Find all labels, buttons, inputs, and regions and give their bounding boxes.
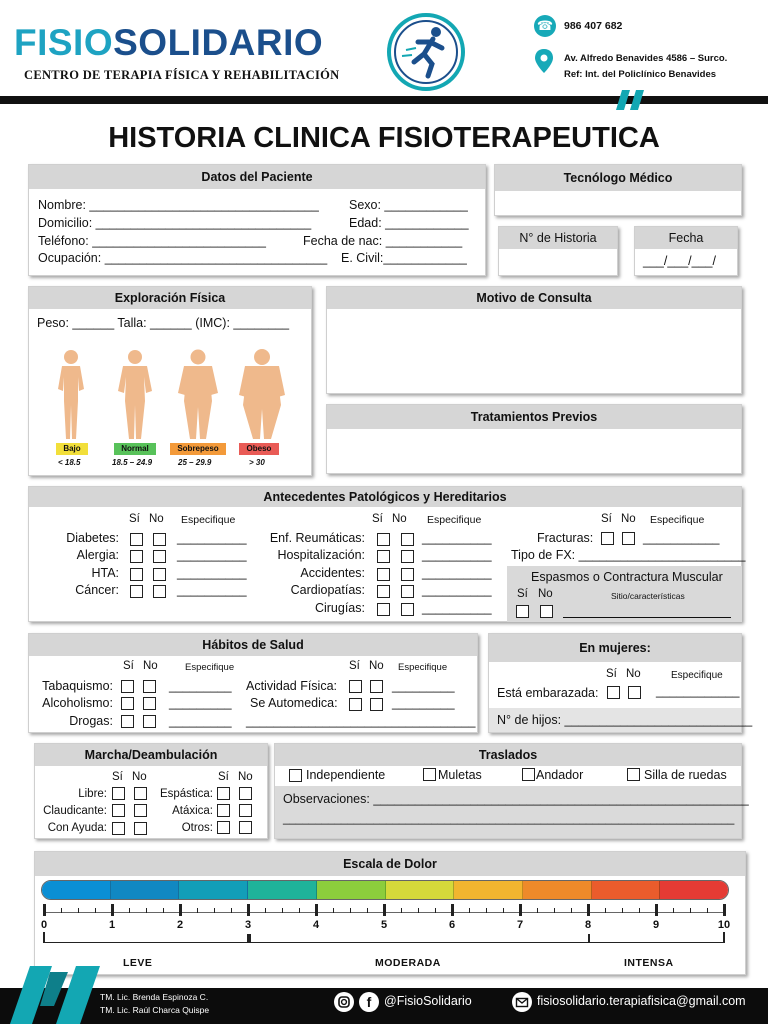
dolor-header: Escala de Dolor <box>35 852 745 876</box>
ant-reumaticas-label: Enf. Reumáticas: <box>269 531 365 545</box>
ant-alergia-si-checkbox[interactable] <box>130 550 143 563</box>
marcha-libre-si-checkbox[interactable] <box>112 787 125 800</box>
ant-fracturas-no-checkbox[interactable] <box>622 532 635 545</box>
bmi-badge-normal: Normal <box>114 443 156 455</box>
hab-tabaquismo-spec[interactable]: _________ <box>169 679 232 693</box>
ant-col1-si: Sí <box>129 513 140 525</box>
marcha-espastica-label: Espástica: <box>159 788 213 800</box>
facebook-icon[interactable]: f <box>359 992 379 1012</box>
tratamientos-header: Tratamientos Previos <box>327 405 741 429</box>
email-icon <box>512 992 532 1012</box>
pain-tick-0 <box>43 904 46 916</box>
footer-doctor-1: TM. Lic. Brenda Espinoza C. <box>100 992 209 1002</box>
header-accent-icon <box>616 90 646 110</box>
observaciones-line2[interactable]: ______________________________________________________________________ <box>283 812 735 825</box>
pain-minor-tick <box>214 908 215 913</box>
tecnologo-panel[interactable] <box>494 164 742 216</box>
reference-text: Ref: Int. del Policlínico Benavides <box>564 69 717 80</box>
pain-minor-tick <box>163 908 164 913</box>
patient-data-panel <box>28 164 486 276</box>
marcha-espastica-no-checkbox[interactable] <box>239 787 252 800</box>
marcha-conayuda-si-checkbox[interactable] <box>112 822 125 835</box>
pain-minor-tick <box>605 908 606 913</box>
traslados-header: Traslados <box>275 744 741 766</box>
traslado-independiente-label: Independiente <box>306 768 386 782</box>
ant-alergia-label: Alergia: <box>76 548 119 562</box>
field-telefono[interactable]: Teléfono: _________________________ <box>38 234 267 248</box>
brand-solidario: SOLIDARIO <box>113 22 324 63</box>
field-sexo[interactable]: Sexo: ____________ <box>349 198 468 212</box>
ant-alergia-spec[interactable]: __________ <box>177 548 247 562</box>
hab-drogas-label: Drogas: <box>69 714 113 728</box>
patient-data-header: Datos del Paciente <box>29 165 485 189</box>
footer-social-handle[interactable]: @FisioSolidario <box>384 994 472 1008</box>
ant-hta-label: HTA: <box>91 566 119 580</box>
pain-range-line <box>44 942 724 943</box>
hab-automedica-no-checkbox[interactable] <box>370 698 383 711</box>
pain-label-leve: LEVE <box>123 957 153 969</box>
pain-number-3[interactable]: 3 <box>244 919 252 931</box>
hab-col2-no: No <box>369 660 384 672</box>
hab-actividad-label: Actividad Física: <box>246 679 338 693</box>
pain-tick-7 <box>519 904 522 916</box>
pain-range-left-tick <box>43 932 45 943</box>
historia-panel[interactable] <box>498 226 618 276</box>
marcha-ataxica-si-checkbox[interactable] <box>217 804 230 817</box>
hab-col1-si: Sí <box>123 660 134 672</box>
pain-tick-9 <box>655 904 658 916</box>
pain-minor-tick <box>350 908 351 913</box>
ant-hta-si-checkbox[interactable] <box>130 568 143 581</box>
pain-minor-tick <box>486 908 487 913</box>
body-figure-sobrepeso-icon <box>175 349 221 441</box>
field-domicilio[interactable]: Domicilio: _______________________________ <box>38 216 312 230</box>
field-fecha-nac[interactable]: Fecha de nac: ___________ <box>303 234 463 248</box>
body-figure-normal-icon <box>113 349 157 441</box>
field-edad[interactable]: Edad: ____________ <box>349 216 469 230</box>
bmi-badge-bajo: Bajo <box>56 443 88 455</box>
ant-col3-esp: Especifique <box>650 514 705 526</box>
marcha-ataxica-label: Atáxica: <box>172 805 213 817</box>
ant-tipo-fx[interactable]: Tipo de FX: ________________________ <box>511 548 746 562</box>
ant-reumaticas-si-checkbox[interactable] <box>377 533 390 546</box>
ant-hta-no-checkbox[interactable] <box>153 568 166 581</box>
pain-minor-tick <box>673 908 674 913</box>
ant-hospitalizacion-si-checkbox[interactable] <box>377 550 390 563</box>
footer-logo-icon <box>10 966 104 1024</box>
bmi-range-obeso: > 30 <box>249 458 265 467</box>
hab-automedica-label: Se Automedica: <box>250 696 338 710</box>
marcha-otros-label: Otros: <box>181 822 213 834</box>
phone-number: 986 407 682 <box>564 20 623 32</box>
field-ocupacion[interactable]: Ocupación: ________________________________ <box>38 251 328 265</box>
hab-alcoholismo-no-checkbox[interactable] <box>143 697 156 710</box>
pain-tick-6 <box>451 904 454 916</box>
traslado-silla-checkbox[interactable] <box>627 768 640 781</box>
pain-minor-tick <box>61 908 62 913</box>
marcha-libre-no-checkbox[interactable] <box>134 787 147 800</box>
observaciones-label[interactable]: Observaciones: ______________________________________________________ <box>283 792 749 806</box>
marcha-conayuda-label: Con Ayuda: <box>47 822 107 834</box>
header-divider <box>0 96 768 104</box>
hab-tabaquismo-label: Tabaquismo: <box>42 679 113 693</box>
traslado-muletas-label: Muletas <box>438 768 482 782</box>
marcha-panel <box>34 743 268 839</box>
ant-fracturas-spec[interactable]: ___________ <box>643 531 720 545</box>
exploracion-measures[interactable]: Peso: ______ Talla: ______ (IMC): ________ <box>37 316 290 330</box>
hab-drogas-si-checkbox[interactable] <box>121 715 134 728</box>
pain-minor-tick <box>367 908 368 913</box>
espasmos-no-checkbox[interactable] <box>540 605 553 618</box>
ant-col1-no: No <box>149 513 164 525</box>
ant-cancer-si-checkbox[interactable] <box>130 585 143 598</box>
espasmos-line[interactable] <box>563 617 731 618</box>
marcha-header: Marcha/Deambulación <box>35 744 267 766</box>
ant-col2-esp: Especifique <box>427 514 482 526</box>
ant-reumaticas-no-checkbox[interactable] <box>401 533 414 546</box>
marcha-otros-no-checkbox[interactable] <box>239 821 252 834</box>
hab-col2-si: Sí <box>349 660 360 672</box>
hab-col1-esp: Especifique <box>185 662 235 673</box>
marcha-libre-label: Libre: <box>78 788 107 800</box>
ant-cirugias-label: Cirugías: <box>314 601 365 615</box>
runner-logo-icon <box>386 12 466 92</box>
marcha-conayuda-no-checkbox[interactable] <box>134 822 147 835</box>
mujeres-esp: Especifique <box>671 670 723 681</box>
mujeres-no: No <box>626 668 641 680</box>
instagram-icon[interactable] <box>334 992 354 1012</box>
pain-minor-tick <box>282 908 283 913</box>
mujeres-embarazada-spec[interactable]: ____________ <box>656 684 740 698</box>
pain-number-8[interactable]: 8 <box>584 919 592 931</box>
ant-hospitalizacion-no-checkbox[interactable] <box>401 550 414 563</box>
pain-tick-2 <box>179 904 182 916</box>
ant-fracturas-si-checkbox[interactable] <box>601 532 614 545</box>
pain-minor-tick <box>554 908 555 913</box>
ant-hta-spec[interactable]: __________ <box>177 566 247 580</box>
ant-accidentes-spec[interactable]: __________ <box>422 566 492 580</box>
exploracion-panel <box>28 286 312 476</box>
pain-minor-tick <box>333 908 334 913</box>
ant-accidentes-si-checkbox[interactable] <box>377 568 390 581</box>
pain-minor-tick <box>129 908 130 913</box>
pain-minor-tick <box>418 908 419 913</box>
pain-range-mid2-tick <box>588 934 590 943</box>
bmi-badge-sobrepeso: Sobrepeso <box>170 443 226 455</box>
marcha-claudicante-si-checkbox[interactable] <box>112 804 125 817</box>
marcha-col2-no: No <box>238 771 253 783</box>
traslado-muletas-checkbox[interactable] <box>423 768 436 781</box>
pain-minor-tick <box>231 908 232 913</box>
brand-logo-text <box>14 22 323 64</box>
mujeres-embarazada-no-checkbox[interactable] <box>628 686 641 699</box>
pain-number-1[interactable]: 1 <box>108 919 116 931</box>
hab-actividad-si-checkbox[interactable] <box>349 680 362 693</box>
mujeres-header: En mujeres: <box>489 634 741 662</box>
pain-minor-tick <box>265 908 266 913</box>
ant-fracturas-label: Fracturas: <box>537 531 594 545</box>
traslado-independiente-checkbox[interactable] <box>289 769 302 782</box>
brand-tagline: CENTRO DE TERAPIA FÍSICA Y REHABILITACIÓN <box>24 68 340 82</box>
bmi-badge-obeso: Obeso <box>239 443 279 455</box>
espasmos-title: Espasmos o Contractura Muscular <box>531 570 723 584</box>
ant-cirugias-no-checkbox[interactable] <box>401 603 414 616</box>
antecedentes-panel <box>28 486 746 622</box>
ant-diabetes-no-checkbox[interactable] <box>153 533 166 546</box>
ant-col2-no: No <box>392 513 407 525</box>
motivo-header: Motivo de Consulta <box>327 287 741 309</box>
pain-minor-tick <box>622 908 623 913</box>
ant-cardiopatias-si-checkbox[interactable] <box>377 585 390 598</box>
hab-extra-line[interactable]: _________________________________ <box>246 714 476 728</box>
hab-alcoholismo-spec[interactable]: _________ <box>169 696 232 710</box>
traslado-andador-label: Andador <box>536 768 584 782</box>
field-nombre[interactable]: Nombre: _________________________________ <box>38 198 319 212</box>
ant-accidentes-label: Accidentes: <box>300 566 365 580</box>
marcha-ataxica-no-checkbox[interactable] <box>239 804 252 817</box>
pain-number-0[interactable]: 0 <box>40 919 48 931</box>
ant-cancer-label: Cáncer: <box>75 583 119 597</box>
hab-actividad-spec[interactable]: _________ <box>392 679 455 693</box>
antecedentes-header: Antecedentes Patológicos y Hereditarios <box>29 487 741 507</box>
marcha-col1-si: Sí <box>112 771 123 783</box>
fecha-panel[interactable] <box>634 226 738 276</box>
ant-diabetes-label: Diabetes: <box>66 531 119 545</box>
mujeres-embarazada-label: Está embarazada: <box>497 686 599 700</box>
motivo-panel[interactable] <box>326 286 742 394</box>
pain-minor-tick <box>299 908 300 913</box>
ant-col3-no: No <box>621 513 636 525</box>
page-title: HISTORIA CLINICA FISIOTERAPEUTICA <box>108 122 660 154</box>
tratamientos-panel[interactable] <box>326 404 742 474</box>
hab-automedica-si-checkbox[interactable] <box>349 698 362 711</box>
address-text: Av. Alfredo Benavides 4586 – Surco. <box>564 53 728 64</box>
traslado-andador-checkbox[interactable] <box>522 768 535 781</box>
ant-diabetes-spec[interactable]: __________ <box>177 531 247 545</box>
pain-label-moderada: MODERADA <box>375 957 441 969</box>
marcha-col1-no: No <box>132 771 147 783</box>
habitos-header: Hábitos de Salud <box>29 634 477 656</box>
pain-tick-8 <box>587 904 590 916</box>
pain-minor-tick <box>435 908 436 913</box>
pain-minor-tick <box>401 908 402 913</box>
ant-cirugias-spec[interactable]: __________ <box>422 601 492 615</box>
ant-accidentes-no-checkbox[interactable] <box>401 568 414 581</box>
brand-fisio: FISIO <box>14 22 114 63</box>
pain-number-9[interactable]: 9 <box>652 919 660 931</box>
marcha-claudicante-no-checkbox[interactable] <box>134 804 147 817</box>
hab-tabaquismo-no-checkbox[interactable] <box>143 680 156 693</box>
espasmos-subpanel <box>507 566 742 622</box>
ant-cardiopatias-label: Cardiopatías: <box>290 583 365 597</box>
bmi-range-sobrepeso: 25 – 29.9 <box>178 458 212 467</box>
espasmos-si-checkbox[interactable] <box>516 605 529 618</box>
hab-drogas-no-checkbox[interactable] <box>143 715 156 728</box>
ant-cancer-no-checkbox[interactable] <box>153 585 166 598</box>
pain-minor-tick <box>639 908 640 913</box>
body-figure-obeso-icon <box>237 349 287 441</box>
ant-cirugias-si-checkbox[interactable] <box>377 603 390 616</box>
pain-minor-tick <box>707 908 708 913</box>
ant-hospitalizacion-label: Hospitalización: <box>277 548 365 562</box>
mujeres-embarazada-si-checkbox[interactable] <box>607 686 620 699</box>
pain-minor-tick <box>537 908 538 913</box>
pain-tick-1 <box>111 904 114 916</box>
hab-alcoholismo-label: Alcoholismo: <box>42 696 113 710</box>
pain-minor-tick <box>78 908 79 913</box>
pain-minor-tick <box>503 908 504 913</box>
hab-tabaquismo-si-checkbox[interactable] <box>121 680 134 693</box>
marcha-espastica-si-checkbox[interactable] <box>217 787 230 800</box>
footer-email[interactable]: fisiosolidario.terapiafisica@gmail.com <box>537 994 746 1008</box>
espasmos-no: No <box>538 588 553 600</box>
ant-col3-si: Sí <box>601 513 612 525</box>
pain-number-6[interactable]: 6 <box>448 919 456 931</box>
pain-tick-4 <box>315 904 318 916</box>
marcha-otros-si-checkbox[interactable] <box>217 821 230 834</box>
pain-range-mid1-tick <box>247 934 251 943</box>
phone-icon: ☎ <box>534 15 556 37</box>
hab-col2-esp: Especifique <box>398 662 448 673</box>
location-pin-icon <box>534 48 554 74</box>
ant-cardiopatias-spec[interactable]: __________ <box>422 583 492 597</box>
mujeres-hijos[interactable]: N° de hijos: ___________________________ <box>497 713 753 727</box>
bmi-range-bajo: < 18.5 <box>58 458 81 467</box>
footer-doctor-2: TM. Lic. Raúl Charca Quispe <box>100 1005 210 1015</box>
pain-minor-tick <box>469 908 470 913</box>
exploracion-header: Exploración Física <box>29 287 311 309</box>
ant-reumaticas-spec[interactable]: __________ <box>422 531 492 545</box>
marcha-claudicante-label: Claudicante: <box>43 805 107 817</box>
pain-tick-5 <box>383 904 386 916</box>
pain-tick-10 <box>723 904 726 916</box>
pain-minor-tick <box>690 908 691 913</box>
traslado-silla-label: Silla de ruedas <box>644 768 727 782</box>
pain-number-7[interactable]: 7 <box>516 919 524 931</box>
espasmos-sitio: Sitio/características <box>611 591 685 601</box>
tecnologo-header: Tecnólogo Médico <box>495 165 741 191</box>
pain-label-intensa: INTENSA <box>624 957 674 969</box>
fecha-header: Fecha <box>635 227 737 249</box>
ant-col2-si: Sí <box>372 513 383 525</box>
pain-minor-tick <box>146 908 147 913</box>
habitos-panel <box>28 633 478 733</box>
pain-number-5[interactable]: 5 <box>380 919 388 931</box>
hab-alcoholismo-si-checkbox[interactable] <box>121 697 134 710</box>
dolor-panel <box>34 851 746 975</box>
hab-actividad-no-checkbox[interactable] <box>370 680 383 693</box>
hab-drogas-spec[interactable]: _________ <box>169 714 232 728</box>
marcha-col2-si: Sí <box>218 771 229 783</box>
ant-alergia-no-checkbox[interactable] <box>153 550 166 563</box>
pain-minor-tick <box>571 908 572 913</box>
traslados-panel <box>274 743 749 839</box>
ant-diabetes-si-checkbox[interactable] <box>130 533 143 546</box>
body-figure-bajo-icon <box>51 349 91 441</box>
pain-number-4[interactable]: 4 <box>312 919 320 931</box>
pain-minor-tick <box>197 908 198 913</box>
historia-header: N° de Historia <box>499 227 617 249</box>
mujeres-panel <box>488 633 753 733</box>
pain-range-right-tick <box>723 932 725 943</box>
mujeres-si: Sí <box>606 668 617 680</box>
ant-cancer-spec[interactable]: __________ <box>177 583 247 597</box>
ant-hospitalizacion-spec[interactable]: __________ <box>422 548 492 562</box>
pain-minor-tick <box>95 908 96 913</box>
hab-col1-no: No <box>143 660 158 672</box>
hab-automedica-spec[interactable]: _________ <box>392 696 455 710</box>
fecha-value[interactable]: ___/___/___/ <box>643 254 716 268</box>
pain-number-2[interactable]: 2 <box>176 919 184 931</box>
ant-cardiopatias-no-checkbox[interactable] <box>401 585 414 598</box>
ant-col1-esp: Especifique <box>181 514 236 526</box>
field-estado-civil[interactable]: E. Civil:____________ <box>341 251 467 265</box>
bmi-range-normal: 18.5 – 24.9 <box>112 458 153 467</box>
espasmos-si: Sí <box>517 588 528 600</box>
pain-number-10[interactable]: 10 <box>717 919 731 931</box>
pain-tick-3 <box>247 904 250 916</box>
